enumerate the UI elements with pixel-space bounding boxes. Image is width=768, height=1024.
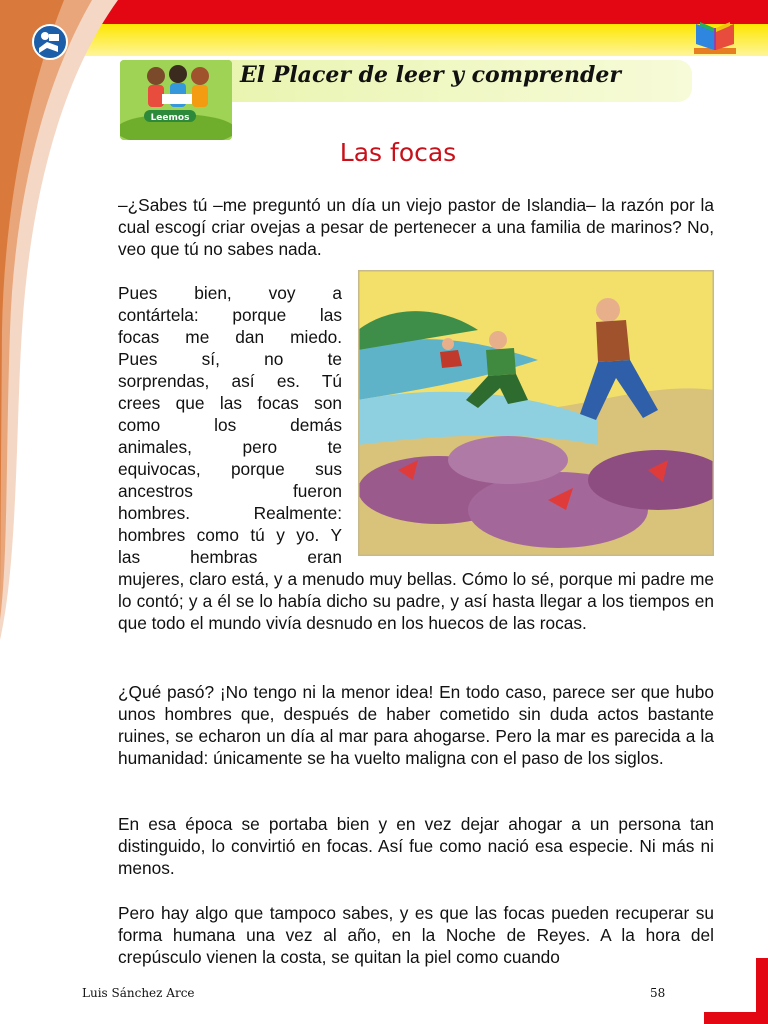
column-line: ancestros fueron: [118, 481, 342, 501]
banner-title: El Placer de leer y comprender: [240, 62, 621, 88]
column-line: sorprendas, así es. Tú: [118, 371, 342, 391]
column-line: hombres como tú y yo. Y: [118, 525, 342, 545]
seals-story-illustration: [358, 270, 714, 556]
page-title: Las focas: [339, 138, 457, 167]
column-line: hombres. Realmente:: [118, 503, 342, 523]
paragraph-2-column: [118, 282, 342, 568]
books-icon: [690, 18, 740, 58]
column-line: animales, pero te: [118, 437, 342, 457]
leemos-label: Leemos: [150, 113, 190, 123]
footer-author: Luis Sánchez Arce: [82, 986, 195, 1000]
column-line: las hembras eran: [118, 547, 342, 567]
paragraph-3: ¿Qué pasó? ¡No tengo ni la menor idea! En todo caso, parece ser que hubo unos hombres que, después de haber cometido sin duda actos bastante ruines, se echaron un día al mar para ahogarse. Pero la mar es parecida a la humanidad: únicamente se ha vuelto maligna con el paso de los siglos.: [118, 682, 714, 768]
leemos-illustration: [120, 60, 232, 140]
column-line: Pues bien, voy a: [118, 283, 342, 303]
paragraph-2-continuation: mujeres, claro está, y a menudo muy bellas. Cómo lo sé, porque mi padre me lo contó; y a él se lo había dicho su padre, y así hasta llegar a los tiempos en que todo el mundo vivía desnudo en los huecos de las rocas.: [118, 569, 714, 633]
column-line: como los demás: [118, 415, 342, 435]
corner-decoration: [704, 958, 768, 1024]
column-line: equivocas, porque sus: [118, 459, 342, 479]
paragraph-5: Pero hay algo que tampoco sabes, y es que las focas pueden recuperar su forma humana una vez al año, en la Noche de Reyes. A la hora del crepúsculo vienen la costa, se quitan la piel como cuando: [118, 903, 714, 967]
reading-person-icon: [32, 24, 68, 60]
column-line: contártela: porque las: [118, 305, 342, 325]
paragraph-1: –¿Sabes tú –me preguntó un día un viejo pastor de Islandia– la razón por la cual escogí criar ovejas a pesar de pertenecer a una familia de marinos? No, veo que tú no sabes nada.: [118, 195, 714, 259]
column-line: focas me dan miedo.: [118, 327, 342, 347]
column-line: crees que las focas son: [118, 393, 342, 413]
page-number: 58: [650, 986, 666, 1000]
paragraph-4: En esa época se portaba bien y en vez dejar ahogar a un persona tan distinguido, lo convirtió en focas. Así fue como nació esa especie. Ni más ni menos.: [118, 814, 714, 878]
column-line: Pues sí, no te: [118, 349, 342, 369]
